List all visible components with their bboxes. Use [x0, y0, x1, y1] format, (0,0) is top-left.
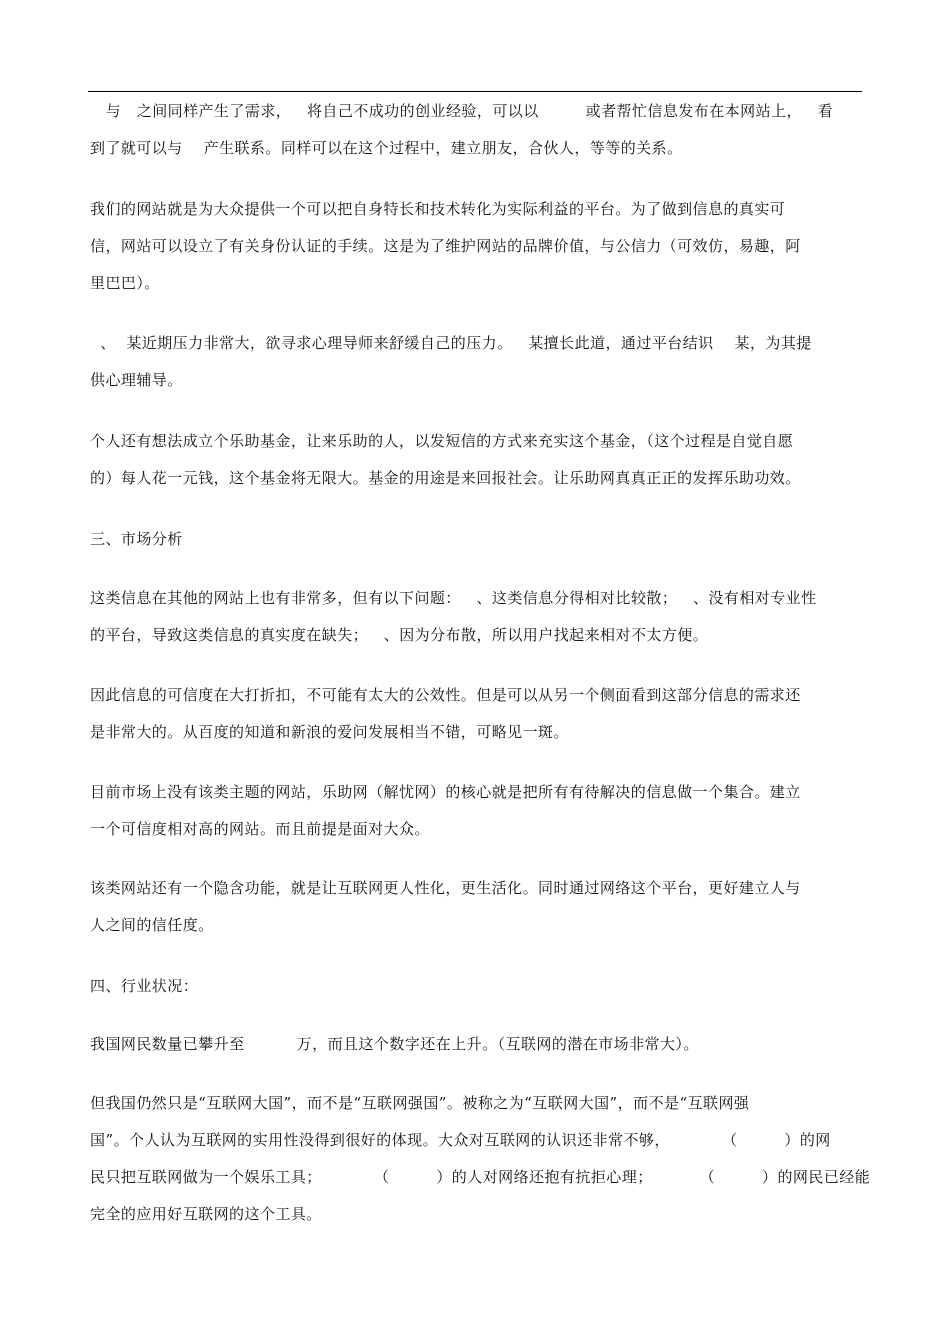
- paragraph-platform-purpose: [90, 191, 860, 302]
- paragraph-hidden-function: [90, 870, 860, 944]
- text-line: 到了就可以与 产生联系。同样可以在这个过程中，建立朋友，合伙人，等等的关系。: [90, 139, 683, 157]
- paragraph-fund-idea: [90, 423, 860, 497]
- paragraph-credibility: [90, 677, 860, 751]
- heading-text: 四、行业状况：: [90, 977, 199, 995]
- text-line: 完全的应用好互联网的这个工具。: [90, 1205, 322, 1223]
- paragraph-market-problems: [90, 580, 860, 654]
- text-line: 里巴巴）。: [90, 274, 160, 292]
- section-heading-industry-status: [90, 968, 860, 1005]
- text-line: 一个可信度相对高的网站。而且前提是面对大众。: [90, 820, 430, 838]
- paragraph-core-concept: [90, 774, 860, 848]
- text-line: 这类信息在其他的网站上也有非常多，但有以下问题： 、这类信息分得相对比较散； 、没有相对专业性: [90, 589, 817, 607]
- text-line: 、 某近期压力非常大，欲寻求心理导师来舒缓自己的压力。 某擅长此道，通过平台结识 某，为其提: [90, 334, 812, 352]
- text-line: 的平台，导致这类信息的真实度在缺失； 、因为分布散，所以用户找起来相对不太方便。: [90, 626, 709, 644]
- section-heading-market-analysis: [90, 521, 860, 558]
- text-line: 人之间的信任度。: [90, 916, 214, 934]
- text-line: 信，网站可以设立了有关身份认证的手续。这是为了维护网站的品牌价值，与公信力（可效仿，易趣，阿: [90, 237, 801, 255]
- paragraph-netizen-count: [90, 1026, 860, 1063]
- text-line: 我国网民数量已攀升至 万，而且这个数字还在上升。（互联网的潜在市场非常大）。: [90, 1035, 699, 1053]
- text-line: 的）每人花一元钱，这个基金将无限大。基金的用途是来回报社会。让乐助网真真正正的发挥乐助功效。: [90, 469, 801, 487]
- heading-text: 三、市场分析: [90, 530, 183, 548]
- text-line: 因此信息的可信度在大打折扣，不可能有太大的公效性。但是可以从另一个侧面看到这部分信息的需求还: [90, 686, 801, 704]
- text-line: 供心理辅导。: [90, 371, 183, 389]
- text-line: 但我国仍然只是“互联网大国”，而不是“互联网强国”。被称之为“互联网大国”，而不是“互联网强: [90, 1094, 750, 1112]
- text-line: 我们的网站就是为大众提供一个可以把自身特长和技术转化为实际利益的平台。为了做到信息的真实可: [90, 200, 786, 218]
- text-line: 个人还有想法成立个乐助基金，让来乐助的人，以发短信的方式来充实这个基金，（这个过程是自觉自愿: [90, 432, 794, 450]
- text-line: 民只把互联网做为一个娱乐工具； （ ）的人对网络还抱有抗拒心理； （ ）的网民已经能: [90, 1168, 871, 1186]
- paragraph-entrepreneur-experience: [90, 93, 860, 167]
- header-rule: [88, 91, 862, 92]
- text-line: 是非常大的。从百度的知道和新浪的爱问发展相当不错，可略见一斑。: [90, 723, 569, 741]
- text-line: 该类网站还有一个隐含功能，就是让互联网更人性化，更生活化。同时通过网络这个平台，更好建立人与: [90, 879, 801, 897]
- text-line: 与 之间同样产生了需求， 将自己不成功的创业经验，可以以 或者帮忙信息发布在本网站上， 看: [90, 102, 834, 120]
- paragraph-internet-power: [90, 1085, 871, 1233]
- text-line: 目前市场上没有该类主题的网站，乐助网（解忧网）的核心就是把所有有待解决的信息做一个集合。建立: [90, 783, 801, 801]
- text-line: 国”。个人认为互联网的实用性没得到很好的体现。大众对互联网的认识还非常不够， （ ）的网: [90, 1131, 831, 1149]
- paragraph-counseling-example: [90, 325, 860, 399]
